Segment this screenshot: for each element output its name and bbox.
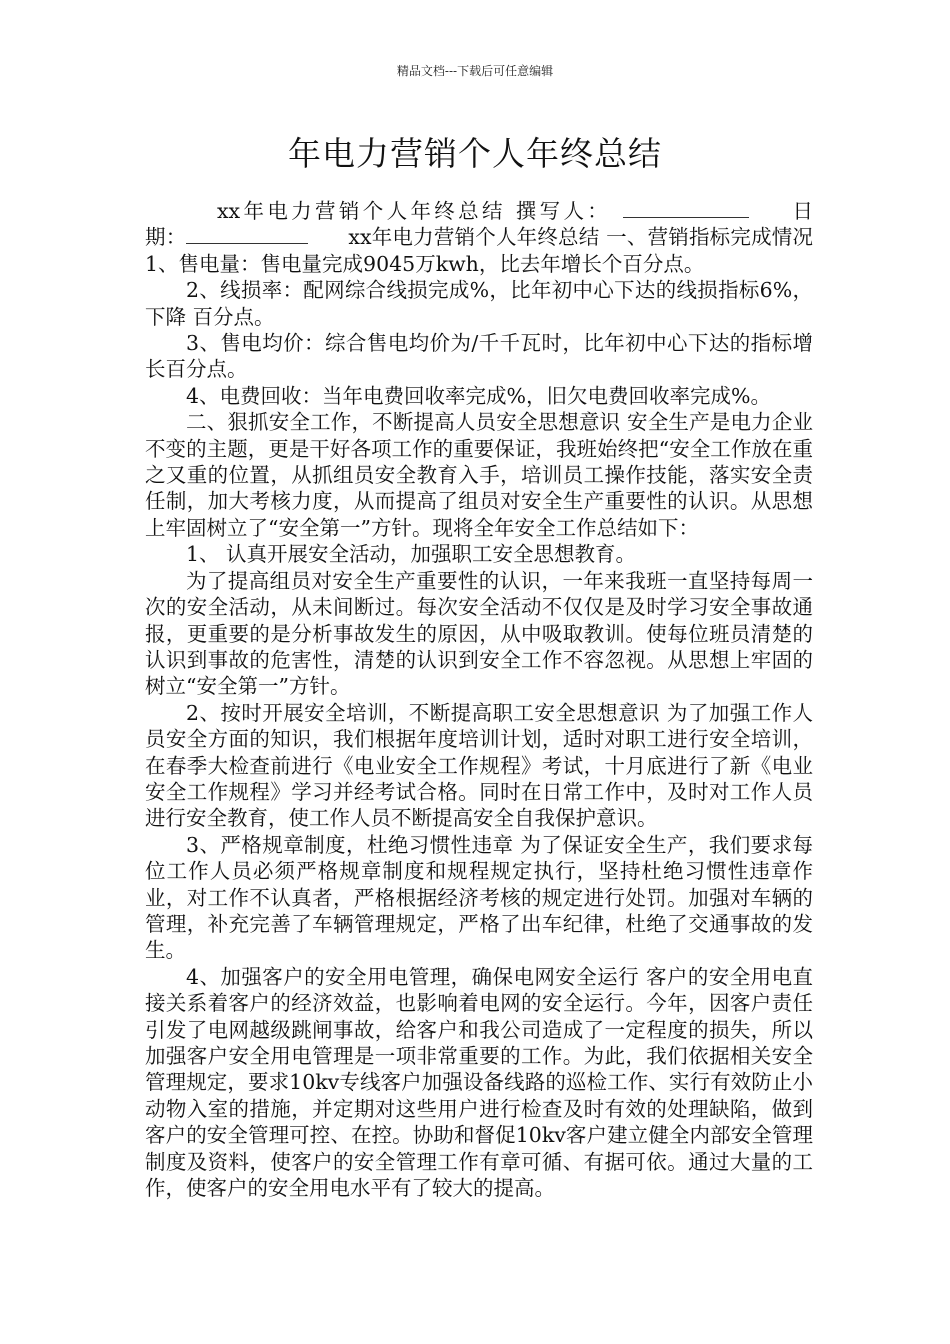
paragraph: 2、按时开展安全培训，不断提高职工安全思想意识 为了加强工作人员安全方面的知识，我们根据年度培训计划，适时对职工进行安全培训，在春季大检查前进行《电业安全工作规程》考试，十月底进行了新《电业安全工作规程》学习并经考试合格。同时在日常工作中，及时对工作人员进行安全教育，使工作人员不断提高安全自我保护意识。	[145, 700, 813, 831]
intro-paragraph	[145, 198, 834, 277]
doc-title-inline: xx年电力营销个人年终总结	[217, 199, 506, 223]
paragraph: 2、线损率：配网综合线损完成%，比年初中心下达的线损指标6%，下降 百分点。	[145, 278, 813, 329]
paragraph: 为了提高组员对安全生产重要性的认识，一年来我班一直坚持每周一次的安全活动，从未间断过。每次安全活动不仅仅是及时学习安全事故通报，更重要的是分析事故发生的原因，从中吸取教训。使每位班员清楚的认识到事故的危害性，清楚的认识到安全工作不容忽视。从思想上牢固的树立“安全第一”方针。	[145, 568, 813, 699]
paragraph: 1、 认真开展安全活动，加强职工安全思想教育。	[186, 542, 637, 567]
date-label: 日 期：	[145, 199, 834, 250]
author-label: 撰写人：	[515, 199, 612, 223]
paragraph: 二、狠抓安全工作，不断提高人员安全思想意识 安全生产是电力企业不变的主题，更是干好各项工作的重要保证，我班始终把“安全工作放在重之又重的位置，从抓组员安全教育入手，培训员工操作技能，落实安全责任制，加大考核力度，从而提高了组员对安全生产重要性的认识。从思想上牢固树立了“安全第一”方针。现将全年安全工作总结如下：	[145, 410, 813, 540]
paragraph: 4、加强客户的安全用电管理，确保电网安全运行 客户的安全用电直接关系着客户的经济效益，也影响着电网的安全运行。今年，因客户责任引发了电网越级跳闸事故，给客户和我公司造成了一定程度的损失，所以加强客户安全用电管理是一项非常重要的工作。为此，我们依据相关安全管理规定，要求10kv专线客户加强设备线路的巡检工作、实行有效防止小动物入室的措施，并定期对这些用户进行检查及时有效的处理缺陷，做到客户的安全管理可控、在控。协助和督促10kv客户建立健全内部安全管理制度及资料，使客户的安全管理工作有章可循、有据可依。通过大量的工作，使客户的安全用电水平有了较大的提高。	[145, 964, 813, 1201]
author-blank	[623, 199, 749, 218]
document-title: 年电力营销个人年终总结	[288, 134, 662, 173]
doc-title-repeat: xx年电力营销个人年终总结	[348, 225, 600, 250]
paragraph: 3、严格规章制度，杜绝习惯性违章 为了保证安全生产，我们要求每位工作人员必须严格规章制度和规程规定执行，坚持杜绝习惯性违章作业，对工作不认真者，严格根据经济考核的规定进行处罚。加强对车辆的管理，补充完善了车辆管理规定，严格了出车纪律，杜绝了交通事故的发生。	[145, 832, 813, 963]
page-header: 精品文档---下载后可任意编辑	[396, 64, 554, 78]
document-body	[145, 198, 834, 1201]
section1-heading: 一、营销指标完成情况	[606, 225, 813, 250]
item1-text: 1、售电量：售电量完成9045万kwh，比去年增长个百分点。	[145, 251, 705, 276]
paragraph: 3、售电均价：综合售电均价为/千千瓦时，比年初中心下达的指标增长百分点。	[145, 331, 813, 382]
paragraph: 4、电费回收：当年电费回收率完成%，旧欠电费回收率完成%。	[186, 383, 771, 408]
date-blank	[186, 225, 308, 244]
